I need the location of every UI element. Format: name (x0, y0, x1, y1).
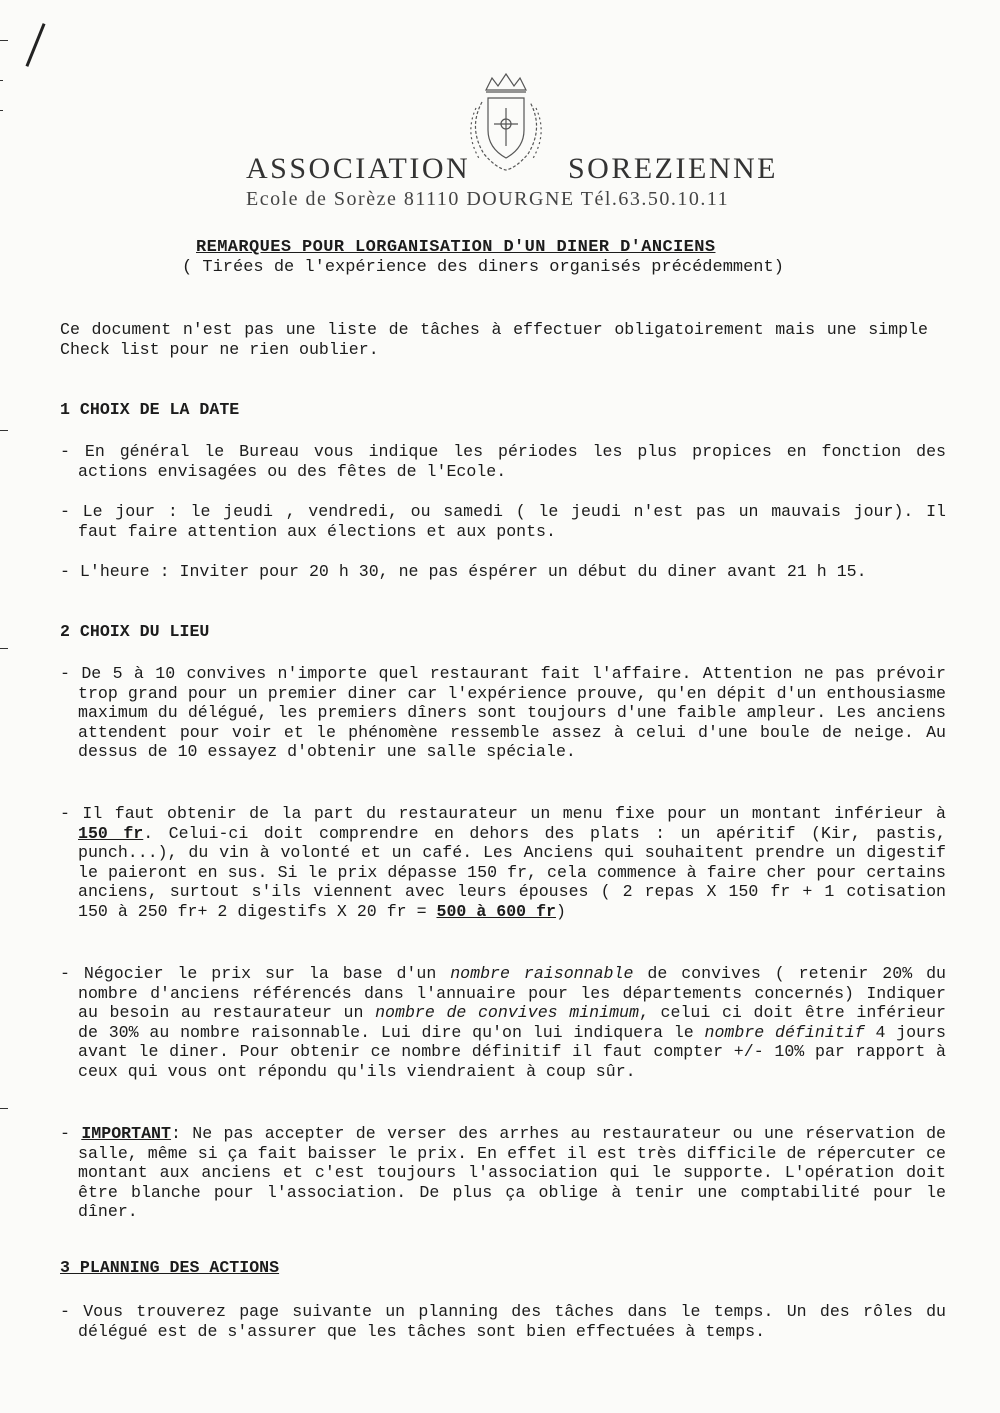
association-address: Ecole de Sorèze 81110 DOURGNE Tél.63.50.10.11 (246, 188, 730, 210)
margin-tick (0, 430, 8, 431)
bullet-negotiate: - Négocier le prix sur la base d'un nombre raisonnable de convives ( retenir 20% du nombre d'anciens référencés dans l'annuaire pour les départements concernés) Indiquer au besoin au restaurateur un nombre de convives minimum, celui ci doit être inférieur de 30% au nombre raisonnable. Lui dire qu'on lui indiquera le nombre définitif 4 jours avant le diner. Pour obtenir ce nombre définitif il faut compter +/- 10% par rapport à ceux qui vous ont répondu qu'ils viendraient à coup sûr. (60, 964, 947, 1081)
important-label: IMPORTANT (81, 1124, 171, 1143)
bullet-planning: - Vous trouverez page suivante un planning des tâches dans le temps. Un des rôles du délégué est de s'assurer que les tâches sont bien effectuées à temps. (60, 1302, 946, 1341)
intro-paragraph: Ce document n'est pas une liste de tâches à effectuer obligatoirement mais une simple Check list pour ne rien oublier. (60, 320, 928, 359)
margin-tick (0, 648, 8, 649)
final-number: nombre définitif (704, 1022, 865, 1042)
bullet-hour: - L'heure : Inviter pour 20 h 30, ne pas éspérer un début du diner avant 21 h 15. (60, 562, 867, 581)
bullet-menu-price: - Il faut obtenir de la part du restaurateur un menu fixe pour un montant inférieur à 150 fr. Celui-ci doit comprendre en dehors des plats : un apéritif (Kir, pastis, punch...), du vin à volonté et un café. Les Anciens qui souhaitent prendre un digestif le paieront en sus. Si le prix dépasse 150 fr, cela commence à faire cher pour certains anciens, surtout s'ils viennent avec leurs épouses ( 2 repas X 150 fr + 1 cotisation 150 à 250 fr+ 2 digestifs X 20 fr = 500 à 600 fr) (60, 804, 947, 921)
bullet-important: - IMPORTANT: Ne pas accepter de verser des arrhes au restaurateur ou une réservation de salle, même si ça fait baisser le prix. En effet il est très difficile de répercuter ce montant aux anciens et c'est toujours l'association qui le supporte. L'opération doit être blanche pour l'association. De plus ça oblige à tenir une comptabilité pour le dîner. (60, 1124, 946, 1222)
section-heading-date: 1 CHOIX DE LA DATE (60, 400, 240, 419)
margin-tick (0, 40, 8, 41)
section-heading-planning: 3 PLANNING DES ACTIONS (60, 1258, 280, 1277)
reasonable-number: nombre raisonnable (450, 964, 634, 983)
margin-tick (0, 110, 3, 111)
margin-tick (0, 80, 3, 81)
bullet-guest-count: - De 5 à 10 convives n'importe quel restaurant fait l'affaire. Attention ne pas prévoir trop grand pour un premier diner car l'expérience prouve, qu'en dépit d'un enthousiasme maximum du délégué, les premiers dîners sont toujours d'une faible ampleur. Les anciens attendent pour voir et le phénomène ressemble assez à celui d'une boule de neige. Au dessus de 10 essayez d'obtenir une salle spéciale. (60, 664, 946, 762)
document-subtitle: ( Tirées de l'expérience des diners organisés précédemment) (182, 258, 784, 277)
crest-emblem-icon (458, 68, 554, 176)
association-name-left: ASSOCIATION (246, 152, 471, 185)
margin-tick (0, 1108, 8, 1109)
price-limit: 150 fr (78, 823, 144, 843)
total-cost: 500 à 600 fr (436, 901, 556, 921)
handwritten-slash-mark (25, 23, 45, 67)
document-title: REMARQUES POUR LORGANISATION D'UN DINER D'ANCIENS (196, 238, 716, 257)
bullet-period: - En général le Bureau vous indique les périodes les plus propices en fonction des actions envisagées ou des fêtes de l'Ecole. (60, 442, 946, 481)
minimum-guests: nombre de convives minimum (375, 1003, 639, 1023)
section-heading-place: 2 CHOIX DU LIEU (60, 622, 210, 641)
association-name-right: SOREZIENNE (568, 152, 778, 185)
bullet-day: - Le jour : le jeudi , vendredi, ou samedi ( le jeudi n'est pas un mauvais jour). Il faut faire attention aux élections et aux ponts. (60, 502, 946, 541)
